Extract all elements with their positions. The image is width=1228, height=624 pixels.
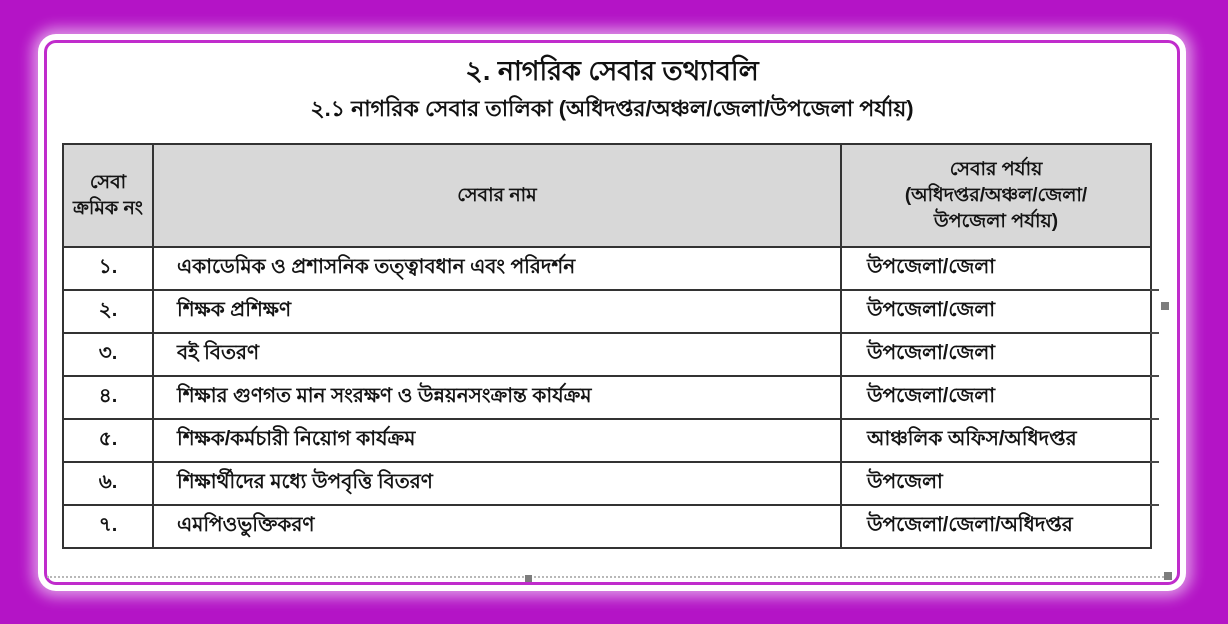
cell-service-level: উপজেলা/জেলা bbox=[841, 376, 1151, 419]
row-line-stub bbox=[1150, 289, 1159, 291]
cell-serial-number: ১. bbox=[63, 247, 153, 290]
service-table bbox=[62, 143, 1152, 549]
cell-serial-number: ২. bbox=[63, 290, 153, 333]
table-row bbox=[63, 376, 1151, 419]
cell-service-name: এমপিওভুক্তিকরণ bbox=[153, 505, 841, 548]
row-line-stub bbox=[1150, 461, 1159, 463]
row-line-stub bbox=[1150, 375, 1159, 377]
cell-serial-number: ৭. bbox=[63, 505, 153, 548]
document-page bbox=[44, 40, 1180, 585]
cell-service-name: বই বিতরণ bbox=[153, 333, 841, 376]
table-row bbox=[63, 505, 1151, 548]
selection-handle-bottom[interactable] bbox=[525, 575, 532, 582]
cell-service-level: আঞ্চলিক অফিস/অধিদপ্তর bbox=[841, 419, 1151, 462]
header-serial-line2: ক্রমিক নং bbox=[73, 197, 143, 219]
cell-service-name: একাডেমিক ও প্রশাসনিক তত্ত্বাবধান এবং পরিদর্শন bbox=[153, 247, 841, 290]
header-service-level bbox=[841, 144, 1151, 247]
selection-handle-right[interactable] bbox=[1161, 302, 1169, 310]
cell-service-level: উপজেলা/জেলা bbox=[841, 333, 1151, 376]
row-line-stub bbox=[1150, 332, 1159, 334]
header-level-line2: (অধিদপ্তর/অঞ্চল/জেলা/ bbox=[904, 184, 1088, 206]
cell-service-name: শিক্ষক/কর্মচারী নিয়োগ কার্যক্রম bbox=[153, 419, 841, 462]
selection-handle-bottom-right[interactable] bbox=[1164, 572, 1172, 580]
table-row bbox=[63, 247, 1151, 290]
cell-serial-number: ৫. bbox=[63, 419, 153, 462]
page-title: ২. নাগরিক সেবার তথ্যাবলি bbox=[465, 56, 759, 86]
table-header-row bbox=[63, 144, 1151, 247]
header-serial-line1: সেবা bbox=[89, 171, 127, 193]
table-row bbox=[63, 290, 1151, 333]
header-level-line3: উপজেলা পর্যায়) bbox=[933, 210, 1059, 232]
page-subtitle: ২.১ নাগরিক সেবার তালিকা (অধিদপ্তর/অঞ্চল/জেলা/উপজেলা পর্যায়) bbox=[310, 96, 914, 121]
selection-dashed-line bbox=[47, 576, 1171, 578]
table-row bbox=[63, 419, 1151, 462]
header-service-name bbox=[153, 144, 841, 247]
row-line-stub bbox=[1150, 504, 1159, 506]
cell-service-level: উপজেলা/জেলা bbox=[841, 247, 1151, 290]
service-table-body bbox=[63, 247, 1151, 548]
table-row bbox=[63, 462, 1151, 505]
header-service-name-label: সেবার নাম bbox=[457, 184, 537, 206]
cell-service-name: শিক্ষার্থীদের মধ্যে উপবৃত্তি বিতরণ bbox=[153, 462, 841, 505]
row-line-stub bbox=[1150, 418, 1159, 420]
cell-serial-number: ৬. bbox=[63, 462, 153, 505]
cell-serial-number: ৪. bbox=[63, 376, 153, 419]
cell-service-level: উপজেলা/জেলা bbox=[841, 290, 1151, 333]
cell-serial-number: ৩. bbox=[63, 333, 153, 376]
cell-service-level: উপজেলা/জেলা/অধিদপ্তর bbox=[841, 505, 1151, 548]
header-level-line1: সেবার পর্যায় bbox=[949, 158, 1043, 180]
cell-service-name: শিক্ষক প্রশিক্ষণ bbox=[153, 290, 841, 333]
cell-service-name: শিক্ষার গুণগত মান সংরক্ষণ ও উন্নয়নসংক্রান্ত কার্যক্রম bbox=[153, 376, 841, 419]
table-row bbox=[63, 333, 1151, 376]
header-serial-number bbox=[63, 144, 153, 247]
cell-service-level: উপজেলা bbox=[841, 462, 1151, 505]
